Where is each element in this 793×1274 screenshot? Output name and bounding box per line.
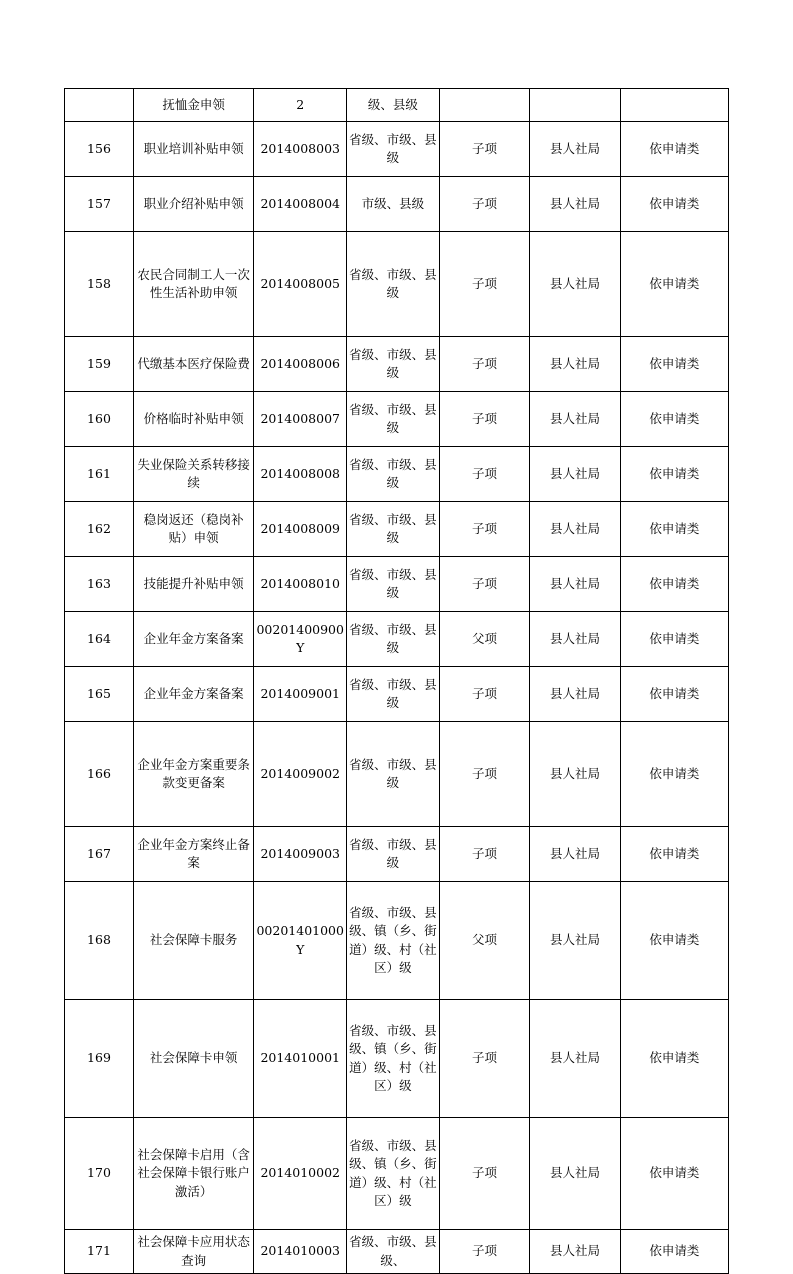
- item-department: 县人社局: [530, 667, 621, 722]
- row-number: [65, 89, 134, 122]
- row-number: 160: [65, 392, 134, 447]
- item-department: [530, 89, 621, 122]
- table-row: [65, 1230, 729, 1274]
- item-level: 省级、市级、县级: [347, 722, 440, 827]
- item-code: 2: [254, 89, 347, 122]
- item-class: 依申请类: [620, 612, 728, 667]
- table-row: [65, 882, 729, 1000]
- item-type: 子项: [439, 232, 530, 337]
- item-class: 依申请类: [620, 1230, 728, 1274]
- item-department: 县人社局: [530, 1118, 621, 1230]
- item-type: 子项: [439, 122, 530, 177]
- item-level: 省级、市级、县级: [347, 392, 440, 447]
- item-class: [620, 89, 728, 122]
- item-name: 价格临时补贴申领: [133, 392, 253, 447]
- item-type: 子项: [439, 177, 530, 232]
- row-number: 171: [65, 1230, 134, 1274]
- item-name: 社会保障卡申领: [133, 1000, 253, 1118]
- item-level: 省级、市级、县级: [347, 232, 440, 337]
- item-code: 2014008007: [254, 392, 347, 447]
- item-name: 职业介绍补贴申领: [133, 177, 253, 232]
- item-class: 依申请类: [620, 827, 728, 882]
- row-number: 156: [65, 122, 134, 177]
- item-department: 县人社局: [530, 502, 621, 557]
- item-level: 省级、市级、县级: [347, 557, 440, 612]
- item-code: 2014010001: [254, 1000, 347, 1118]
- item-department: 县人社局: [530, 177, 621, 232]
- item-level: 省级、市级、县级、镇（乡、街道）级、村（社区）级: [347, 1118, 440, 1230]
- item-class: 依申请类: [620, 177, 728, 232]
- item-type: 子项: [439, 827, 530, 882]
- item-code: 2014009001: [254, 667, 347, 722]
- item-name: 企业年金方案备案: [133, 667, 253, 722]
- item-level: 省级、市级、县级、镇（乡、街道）级、村（社区）级: [347, 1000, 440, 1118]
- item-class: 依申请类: [620, 557, 728, 612]
- item-name: 企业年金方案终止备案: [133, 827, 253, 882]
- item-department: 县人社局: [530, 447, 621, 502]
- item-level: 市级、县级: [347, 177, 440, 232]
- item-class: 依申请类: [620, 502, 728, 557]
- table-body: [65, 89, 729, 1274]
- row-number: 161: [65, 447, 134, 502]
- table-row: [65, 1000, 729, 1118]
- row-number: 162: [65, 502, 134, 557]
- item-class: 依申请类: [620, 1000, 728, 1118]
- item-name: 社会保障卡应用状态查询: [133, 1230, 253, 1274]
- table-row: [65, 177, 729, 232]
- item-name: 社会保障卡启用（含社会保障卡银行账户激活）: [133, 1118, 253, 1230]
- table-row: [65, 1118, 729, 1230]
- item-code: 2014008010: [254, 557, 347, 612]
- table-row: [65, 447, 729, 502]
- item-class: 依申请类: [620, 337, 728, 392]
- item-level: 省级、市级、县级: [347, 667, 440, 722]
- item-code: 2014010003: [254, 1230, 347, 1274]
- row-number: 169: [65, 1000, 134, 1118]
- row-number: 165: [65, 667, 134, 722]
- row-number: 164: [65, 612, 134, 667]
- item-type: 子项: [439, 667, 530, 722]
- item-department: 县人社局: [530, 882, 621, 1000]
- row-number: 158: [65, 232, 134, 337]
- item-code: 2014008008: [254, 447, 347, 502]
- item-level: 省级、市级、县级: [347, 122, 440, 177]
- item-department: 县人社局: [530, 122, 621, 177]
- item-code: 2014008005: [254, 232, 347, 337]
- item-code: 2014010002: [254, 1118, 347, 1230]
- item-name: 抚恤金申领: [133, 89, 253, 122]
- table-row: [65, 89, 729, 122]
- item-level: 省级、市级、县级、: [347, 1230, 440, 1274]
- item-class: 依申请类: [620, 882, 728, 1000]
- item-class: 依申请类: [620, 122, 728, 177]
- item-level: 省级、市级、县级: [347, 612, 440, 667]
- service-items-table: [64, 88, 729, 1274]
- row-number: 163: [65, 557, 134, 612]
- item-level: 省级、市级、县级: [347, 447, 440, 502]
- table-row: [65, 612, 729, 667]
- item-class: 依申请类: [620, 722, 728, 827]
- item-department: 县人社局: [530, 557, 621, 612]
- item-class: 依申请类: [620, 232, 728, 337]
- item-level: 省级、市级、县级、镇（乡、街道）级、村（社区）级: [347, 882, 440, 1000]
- item-department: 县人社局: [530, 337, 621, 392]
- item-department: 县人社局: [530, 232, 621, 337]
- item-code: 2014008004: [254, 177, 347, 232]
- item-code: 2014008003: [254, 122, 347, 177]
- item-type: 子项: [439, 337, 530, 392]
- item-level: 省级、市级、县级: [347, 827, 440, 882]
- table-row: [65, 232, 729, 337]
- item-name: 企业年金方案重要条款变更备案: [133, 722, 253, 827]
- row-number: 159: [65, 337, 134, 392]
- item-department: 县人社局: [530, 722, 621, 827]
- row-number: 167: [65, 827, 134, 882]
- table-row: [65, 122, 729, 177]
- item-name: 农民合同制工人一次性生活补助申领: [133, 232, 253, 337]
- item-level: 省级、市级、县级: [347, 502, 440, 557]
- table-row: [65, 827, 729, 882]
- item-name: 代缴基本医疗保险费: [133, 337, 253, 392]
- item-department: 县人社局: [530, 612, 621, 667]
- item-code: 2014008009: [254, 502, 347, 557]
- item-type: 子项: [439, 1000, 530, 1118]
- item-name: 社会保障卡服务: [133, 882, 253, 1000]
- item-class: 依申请类: [620, 1118, 728, 1230]
- item-type: [439, 89, 530, 122]
- row-number: 168: [65, 882, 134, 1000]
- item-department: 县人社局: [530, 392, 621, 447]
- item-level: 省级、市级、县级: [347, 337, 440, 392]
- item-name: 技能提升补贴申领: [133, 557, 253, 612]
- table-row: [65, 722, 729, 827]
- item-code: 2014009003: [254, 827, 347, 882]
- item-type: 子项: [439, 1230, 530, 1274]
- item-type: 子项: [439, 447, 530, 502]
- item-type: 子项: [439, 722, 530, 827]
- item-type: 子项: [439, 1118, 530, 1230]
- table-row: [65, 667, 729, 722]
- item-code: 2014009002: [254, 722, 347, 827]
- item-type: 父项: [439, 882, 530, 1000]
- item-code: 00201401000Y: [254, 882, 347, 1000]
- item-code: 2014008006: [254, 337, 347, 392]
- item-class: 依申请类: [620, 667, 728, 722]
- row-number: 157: [65, 177, 134, 232]
- item-department: 县人社局: [530, 1000, 621, 1118]
- item-type: 子项: [439, 557, 530, 612]
- item-name: 企业年金方案备案: [133, 612, 253, 667]
- item-class: 依申请类: [620, 447, 728, 502]
- item-type: 子项: [439, 502, 530, 557]
- row-number: 166: [65, 722, 134, 827]
- item-class: 依申请类: [620, 392, 728, 447]
- table-row: [65, 337, 729, 392]
- table-row: [65, 392, 729, 447]
- item-code: 00201400900Y: [254, 612, 347, 667]
- item-type: 父项: [439, 612, 530, 667]
- item-department: 县人社局: [530, 827, 621, 882]
- item-level: 级、县级: [347, 89, 440, 122]
- item-department: 县人社局: [530, 1230, 621, 1274]
- row-number: 170: [65, 1118, 134, 1230]
- table-row: [65, 557, 729, 612]
- item-name: 失业保险关系转移接续: [133, 447, 253, 502]
- item-name: 稳岗返还（稳岗补贴）申领: [133, 502, 253, 557]
- item-name: 职业培训补贴申领: [133, 122, 253, 177]
- item-type: 子项: [439, 392, 530, 447]
- table-row: [65, 502, 729, 557]
